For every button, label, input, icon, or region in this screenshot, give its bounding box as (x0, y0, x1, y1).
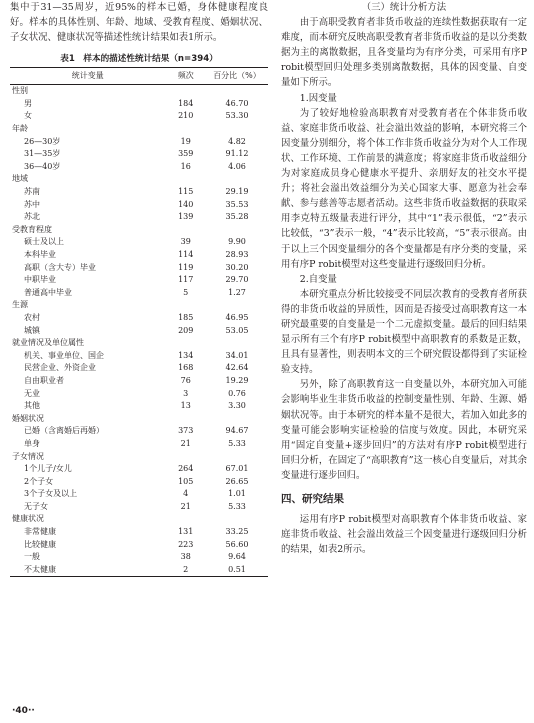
cell-percent: 26.65 (225, 476, 249, 486)
table-row (10, 388, 268, 401)
cell-percent: 9.90 (228, 237, 246, 247)
cell-percent (206, 413, 268, 426)
cell-frequency: 5 (183, 287, 189, 297)
cell-percent (206, 85, 268, 98)
cell-percent: 42.64 (225, 363, 249, 373)
method-paragraph: 由于高职受教育者非货币收益的连续性数据获取有一定难度，而本研究反映高职受教育者非货币收益的是以分类数据为主的离散数据，且各变量均为有序分类，可采用有序P robit模型回归处理多类别离散数据，具体的因变量、自变量如下所示。 (281, 17, 527, 89)
table-row (10, 274, 268, 287)
table-row (10, 211, 268, 224)
cell-frequency: 4 (183, 489, 189, 499)
cell-variable: 自由职业者 (24, 375, 64, 385)
cell-variable: 无子女 (24, 501, 48, 511)
cell-percent: 3.30 (228, 401, 246, 411)
cell-variable: 不太健康 (24, 564, 56, 574)
table-category-row (10, 413, 268, 426)
table-row (10, 526, 268, 539)
subheading-dependent-variable: 1.因变量 (299, 92, 337, 104)
cell-variable: 女 (24, 111, 32, 121)
cell-variable: 农村 (24, 312, 40, 322)
subheading-independent-variable: 2.自变量 (299, 273, 337, 285)
cell-frequency: 139 (178, 212, 194, 222)
cell-frequency: 105 (178, 476, 194, 486)
cell-percent: 29.19 (225, 187, 249, 197)
cell-variable: 就业情况及单位属性 (12, 338, 84, 348)
table-row (10, 199, 268, 212)
cell-frequency (165, 299, 206, 312)
cell-percent (206, 123, 268, 136)
cell-percent: 35.53 (225, 199, 249, 209)
cell-variable: 3个子女及以上 (24, 489, 78, 499)
cell-variable: 31—35岁 (24, 149, 61, 159)
descriptive-stats-table (10, 67, 268, 577)
cell-percent: 0.51 (228, 564, 246, 574)
cell-frequency: 134 (178, 350, 194, 360)
cell-frequency (165, 513, 206, 526)
cell-variable: 年龄 (12, 124, 28, 134)
cell-frequency: 21 (180, 501, 191, 511)
table-row (10, 236, 268, 249)
cell-percent (206, 299, 268, 312)
cell-frequency: 210 (178, 111, 194, 121)
table-row (10, 186, 268, 199)
table-row (10, 564, 268, 577)
cell-percent (206, 337, 268, 350)
cell-variable: 比较健康 (24, 539, 56, 549)
cell-variable: 男 (24, 98, 32, 108)
cell-variable: 民营企业、外资企业 (24, 363, 96, 373)
table-row (10, 98, 268, 111)
table-caption: 表1 样本的描述性统计结果（n=394） (60, 54, 218, 65)
cell-percent: 1.27 (228, 287, 246, 297)
cell-variable: 非常健康 (24, 527, 56, 537)
cell-percent: 53.30 (225, 111, 249, 121)
cell-frequency: 184 (178, 98, 194, 108)
table-row (10, 325, 268, 338)
table-body (10, 85, 268, 577)
cell-variable: 36—40岁 (24, 161, 61, 171)
table-row (10, 463, 268, 476)
cell-percent: 4.06 (228, 161, 246, 171)
cell-percent (206, 173, 268, 186)
table-row (10, 249, 268, 262)
cell-variable: 苏中 (24, 199, 40, 209)
table-row (10, 136, 268, 149)
cell-frequency (165, 413, 206, 426)
results-paragraph: 运用有序P robit模型对高职教育个体非货币收益、家庭非货币收益、社会溢出效益三个因变量进行逐级回归分析的结果，如表2所示。 (281, 514, 527, 556)
cell-variable: 婚姻状况 (12, 413, 44, 423)
cell-variable: 健康状况 (12, 514, 44, 524)
cell-variable: 本科毕业 (24, 250, 56, 259)
table-row (10, 362, 268, 375)
cell-variable: 子女情况 (12, 451, 44, 461)
cell-frequency (165, 173, 206, 186)
table-row (10, 488, 268, 501)
cell-variable: 硕士及以上 (24, 237, 64, 247)
cell-percent: 9.64 (228, 552, 246, 562)
table-row (10, 476, 268, 489)
cell-percent: 46.70 (225, 98, 249, 108)
cell-frequency: 168 (178, 363, 194, 373)
table-row (10, 539, 268, 552)
cell-variable: 1个儿子/女儿 (24, 464, 72, 474)
cell-percent: 28.93 (225, 250, 249, 259)
table-row (10, 400, 268, 413)
cell-percent: 34.01 (225, 350, 249, 360)
cell-frequency: 115 (178, 187, 194, 197)
cell-variable: 26—30岁 (24, 136, 61, 146)
cell-percent: 29.70 (225, 275, 249, 285)
header-variable: 统计变量 (71, 71, 104, 81)
cell-variable: 单身 (24, 438, 40, 448)
cell-frequency: 16 (180, 161, 191, 171)
cell-percent: 33.25 (225, 527, 249, 537)
cell-frequency (165, 85, 206, 98)
cell-frequency: 39 (180, 237, 191, 247)
cell-variable: 已婚（含离婚后再婚） (24, 426, 104, 436)
table-row (10, 425, 268, 438)
section-heading-results: 四、研究结果 (281, 493, 344, 505)
cell-frequency: 19 (180, 136, 191, 146)
cell-percent: 30.20 (225, 262, 249, 272)
intro-paragraph: 集中于31—35周岁，近95%的样本已婚，身体健康程度良好。样本的具体性别、年龄、地域、受教育程度、婚姻状况、子女状况、健康状况等描述性统计结果如表1所示。 (10, 2, 268, 44)
cell-variable: 无业 (24, 388, 40, 398)
cell-variable: 中职毕业 (24, 275, 56, 285)
section-heading-method: （三）统计分析方法 (361, 2, 447, 13)
cell-frequency: 359 (178, 149, 194, 159)
cell-variable: 苏南 (24, 187, 40, 197)
header-frequency: 频次 (177, 71, 194, 81)
cell-percent: 1.01 (228, 489, 246, 499)
cell-variable: 2个子女 (24, 476, 54, 486)
table-header-row (10, 68, 268, 85)
table-category-row (10, 451, 268, 464)
table-row (10, 110, 268, 123)
right-column (281, 0, 527, 557)
cell-variable: 一般 (24, 552, 40, 562)
cell-frequency: 373 (178, 426, 194, 436)
cell-frequency: 264 (178, 464, 194, 474)
cell-percent: 5.33 (228, 438, 246, 448)
cell-percent: 53.05 (225, 325, 249, 335)
table-row (10, 375, 268, 388)
cell-frequency: 76 (180, 375, 191, 385)
page-number: ·40·· (12, 706, 35, 716)
table-row (10, 551, 268, 564)
cell-variable: 地域 (12, 174, 28, 184)
cell-frequency: 131 (178, 527, 194, 537)
cell-frequency: 114 (178, 250, 194, 259)
cell-variable: 高职（含大专）毕业 (24, 262, 96, 272)
cell-percent (206, 513, 268, 526)
independent-variable-paragraph-1: 本研究重点分析比较接受不同层次教育的受教育者所获得的非货币收益的异质性，因而是否接受过高职教育这一本研究最重要的自变量是一个二元虚拟变量。最后的回归结果显示所有三个有序P robit模型中高职教育的系数是正数，且具有显著性，则表明本文的三个研究假设都得到了实证检验支持。 (281, 288, 527, 376)
cell-percent: 67.01 (225, 464, 249, 474)
header-percent: 百分比（%） (213, 71, 261, 81)
cell-frequency (165, 224, 206, 237)
table-row (10, 287, 268, 300)
table-category-row (10, 337, 268, 350)
table-category-row (10, 224, 268, 237)
cell-frequency (165, 123, 206, 136)
table-row (10, 262, 268, 275)
cell-percent: 19.29 (225, 375, 249, 385)
cell-percent: 0.76 (228, 388, 246, 398)
table-category-row (10, 513, 268, 526)
cell-variable: 其他 (24, 401, 40, 411)
table-category-row (10, 299, 268, 312)
cell-percent: 91.12 (225, 149, 249, 159)
independent-variable-paragraph-2: 另外，除了高职教育这一自变量以外，本研究加入可能会影响毕业生非货币收益的控制变量性别、年龄、生源、婚姻状况等。由于本研究的样本量不是很大，若加入如此多的变量可能会影响实证检验的信度与效度。因此，本研究采用“固定自变量+逐步回归”的方法对有序P robit模型进行回归分析，在固定了“高职教育”这一核心自变量后，对其余变量进行逐步回归。 (281, 379, 527, 481)
cell-percent: 4.82 (228, 136, 246, 146)
cell-percent: 56.60 (225, 539, 249, 549)
cell-percent (206, 451, 268, 464)
cell-frequency: 38 (180, 552, 191, 562)
table-category-row (10, 173, 268, 186)
cell-frequency: 119 (178, 262, 194, 272)
cell-percent: 46.95 (225, 312, 249, 322)
table-row (10, 350, 268, 363)
table-category-row (10, 85, 268, 98)
cell-variable: 苏北 (24, 212, 40, 222)
cell-variable: 性别 (12, 86, 28, 96)
cell-frequency (165, 337, 206, 350)
cell-variable: 生源 (12, 300, 28, 310)
table-row (10, 312, 268, 325)
table-row (10, 161, 268, 174)
left-column (10, 0, 268, 577)
table-row (10, 438, 268, 451)
cell-frequency: 209 (178, 325, 194, 335)
table-row (10, 148, 268, 161)
dependent-variable-paragraph: 为了较好地检验高职教育对受教育者在个体非货币收益、家庭非货币收益、社会溢出效益的影响，本研究将三个因变量分别细分，将个体工作非货币收益分为对个人工作现状、工作环境、工作前景的满意度；将家庭非货币收益细分为对家庭成员身心健康水平提升、亲朋好友的社交水平提升；将社会溢出效益细分为关心国家大事、愿意为社会奉献、参与慈善等志愿者活动。这些非货币收益数据的获取采用李克特五级量表进行评分，其中“1”表示很低，“2”表示比较低，“3”表示一般，“4”表示比较高，“5”表示很高。由于以上三个因变量细分的各个变量都是有序分类的变量，采用有序P robit模型对这些变量进行逐级回归分析。 (281, 107, 527, 270)
cell-percent (206, 224, 268, 237)
cell-frequency (165, 451, 206, 464)
cell-frequency: 3 (183, 388, 189, 398)
cell-frequency: 223 (178, 539, 194, 549)
cell-frequency: 2 (183, 564, 189, 574)
cell-frequency: 21 (180, 438, 191, 448)
cell-percent: 5.33 (228, 501, 246, 511)
cell-variable: 机关、事业单位、国企 (24, 350, 104, 360)
cell-variable: 城镇 (24, 325, 40, 335)
cell-variable: 受教育程度 (12, 224, 52, 234)
cell-frequency: 117 (178, 275, 194, 285)
table-row (10, 501, 268, 514)
cell-percent: 94.67 (225, 426, 249, 436)
cell-frequency: 13 (180, 401, 191, 411)
cell-frequency: 185 (178, 312, 194, 322)
cell-percent: 35.28 (225, 212, 249, 222)
cell-variable: 普通高中毕业 (24, 287, 72, 297)
cell-frequency: 140 (178, 199, 194, 209)
table-category-row (10, 123, 268, 136)
